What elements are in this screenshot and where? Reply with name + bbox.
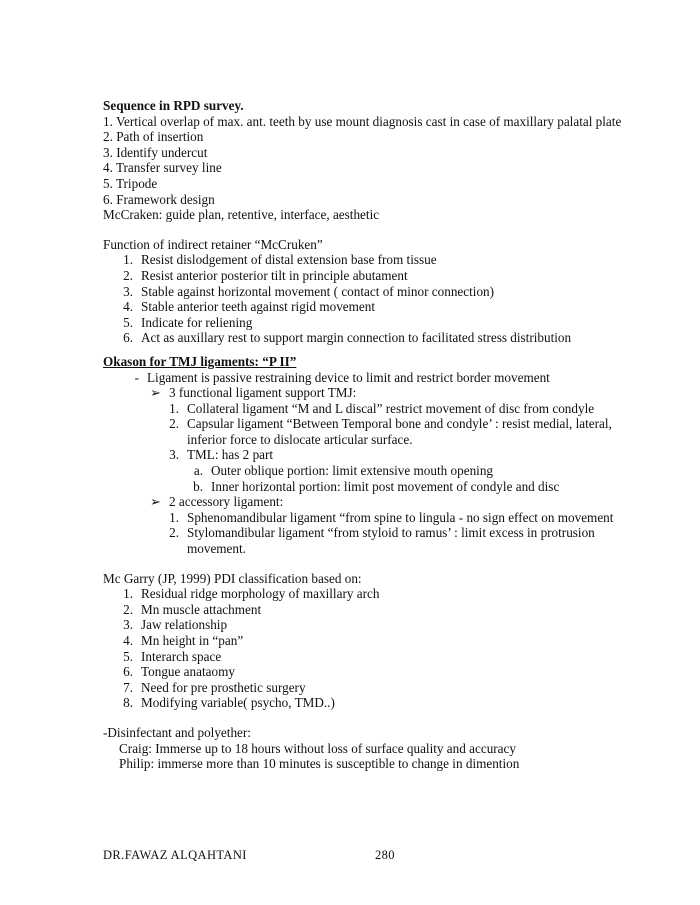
- rpd-survey-line: McCraken: guide plan, retentive, interface, aesthetic: [103, 207, 380, 223]
- arrow-bullet-icon: ➢: [149, 385, 161, 401]
- page-content: [103, 98, 623, 772]
- rpd-survey-line: 3. Identify undercut: [103, 144, 208, 160]
- list-item: 1. Residual ridge morphology of maxillary arch: [123, 586, 380, 602]
- list-item: 2. Resist anterior posterior tilt in principle abutament: [123, 267, 408, 283]
- rpd-survey-line: 5. Tripode: [103, 175, 158, 191]
- dash-bullet: -: [134, 369, 139, 385]
- list-item: 2. Mn muscle attachment: [123, 601, 262, 617]
- disinfectant-line: Craig: Immerse up to 18 hours without loss of surface quality and accuracy: [119, 740, 516, 756]
- list-item: 6. Tongue anataomy: [123, 664, 235, 680]
- page-number: 280: [375, 848, 395, 862]
- disinfectant-heading: -Disinfectant and polyether:: [103, 724, 251, 740]
- footer-author: DR.FAWAZ ALQAHTANI: [103, 848, 247, 862]
- list-item: 3. TML: has 2 part: [169, 447, 274, 463]
- rpd-survey-line: 4. Transfer survey line: [103, 160, 222, 176]
- list-item: 2. Capsular ligament “Between Temporal bone and condyle’ : resist medial, lateral, inferior force to dislocate articular surface.: [169, 416, 612, 447]
- tmj-ligaments-heading: Okason for TMJ ligaments: “P II”: [103, 353, 297, 369]
- list-item: a. Outer oblique portion: limit extensive mouth opening: [193, 463, 494, 479]
- list-item: 5. Interarch space: [123, 648, 222, 664]
- indirect-retainer-heading: Function of indirect retainer “McCruken”: [103, 236, 323, 252]
- list-item: 6. Act as auxillary rest to support margin connection to facilitated stress distribution: [123, 330, 572, 346]
- rpd-survey-line: 2. Path of insertion: [103, 129, 204, 145]
- list-item: 4. Mn height in “pan”: [123, 633, 244, 648]
- list-item: 1. Sphenomandibular ligament “from spine to lingula - no sign effect on movement: [169, 509, 614, 525]
- arrow-bullet-icon: ➢: [149, 494, 161, 510]
- list-item: 8. Modifying variable( psycho, TMD..): [123, 695, 335, 711]
- list-item: 2. Stylomandibular ligament “from styloid to ramus’ : limit excess in protrusion movement.: [169, 525, 595, 557]
- list-item: 5. Indicate for reliening: [123, 314, 253, 330]
- list-item: 3. Stable against horizontal movement ( contact of minor connection): [123, 283, 495, 299]
- list-item: 7. Need for pre prosthetic surgery: [123, 679, 306, 695]
- page-footer: [103, 848, 623, 863]
- list-item: b. Inner horizontal portion: limit post movement of condyle and disc: [193, 478, 560, 494]
- list-item: 4. Stable anterior teeth against rigid movement: [123, 299, 376, 315]
- dash-item: - Ligament is passive restraining device to limit and restrict border movement: [103, 370, 623, 386]
- disinfectant-line: Philip: immerse more than 10 minutes is susceptible to change in dimention: [119, 756, 520, 772]
- list-item: 1. Resist dislodgement of distal extension base from tissue: [123, 252, 437, 268]
- list-item: 3. Jaw relationship: [123, 617, 228, 633]
- arrow-item: ➢ 2 accessory ligament:: [103, 494, 623, 510]
- rpd-survey-heading: Sequence in RPD survey.: [103, 98, 244, 113]
- rpd-survey-line: 1. Vertical overlap of max. ant. teeth by use mount diagnosis cast in case of maxillary palatal plate: [103, 113, 622, 129]
- rpd-survey-line: 6. Framework design: [103, 191, 215, 207]
- arrow-item: ➢ 3 functional ligament support TMJ:: [103, 385, 623, 401]
- list-item: 1. Collateral ligament “M and L discal” restrict movement of disc from condyle: [169, 400, 595, 416]
- pdi-classification-heading: Mc Garry (JP, 1999) PDI classification based on:: [103, 570, 362, 586]
